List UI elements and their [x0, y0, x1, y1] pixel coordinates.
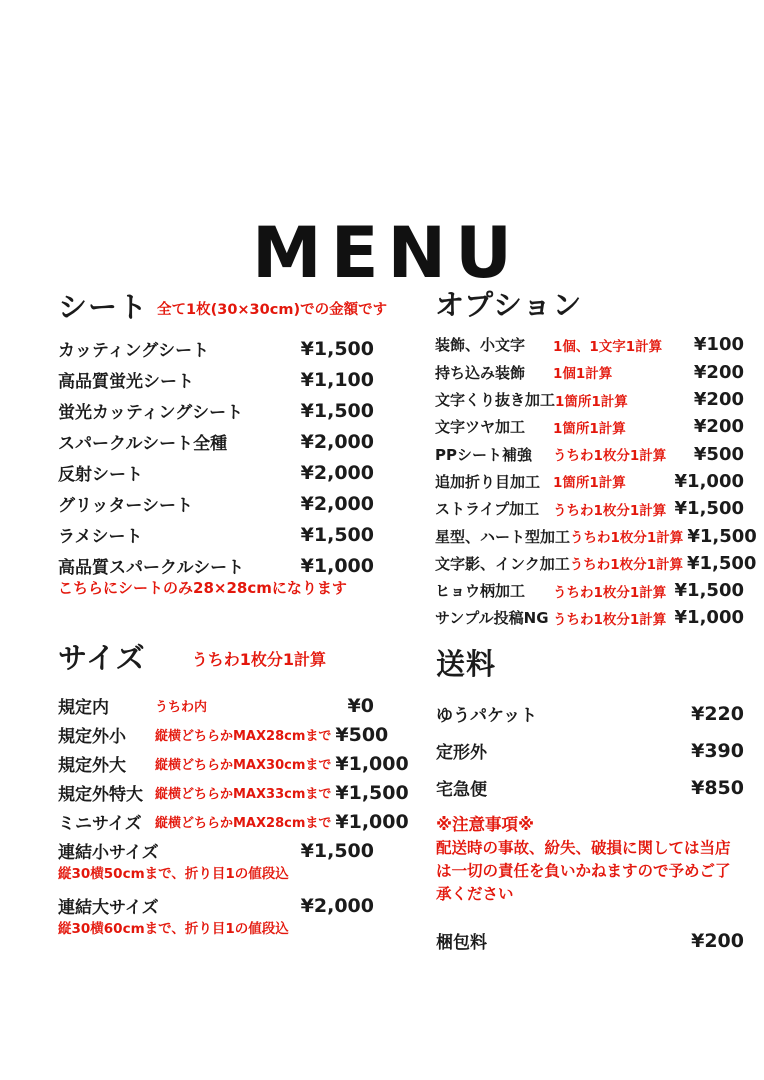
option-item-row [435, 495, 744, 522]
item-label: 文字くり抜き加工 [435, 391, 556, 410]
shipping-item-list [436, 695, 744, 806]
option-item-row [435, 577, 744, 604]
option-item-row [435, 550, 757, 577]
item-note: 縦横どちらかMAX28cmまで [155, 729, 332, 745]
section-shipping [436, 648, 744, 959]
item-label: 宅急便 [436, 780, 487, 801]
option-header [435, 289, 744, 322]
item-note: うちわ1枚分1計算 [553, 502, 667, 519]
sheet-item-row [58, 488, 374, 519]
item-price: ¥220 [691, 702, 744, 725]
shipping-item-row [436, 695, 744, 732]
option-item-row [435, 359, 744, 386]
option-item-row [435, 522, 757, 549]
sheet-item-row [58, 457, 374, 488]
item-price: ¥2,000 [300, 492, 374, 515]
item-label: ヒョウ柄加工 [435, 582, 526, 601]
item-label: スパークルシート全種 [58, 434, 228, 455]
item-label: 連結大サイズ [58, 898, 159, 919]
item-price: ¥1,100 [300, 368, 374, 391]
item-note: 縦横どちらかMAX28cmまで [155, 816, 332, 832]
item-label: ゆうパケット [436, 706, 538, 727]
item-price: ¥1,500 [300, 399, 374, 422]
item-price: ¥1,500 [674, 498, 744, 520]
item-price: ¥1,000 [300, 554, 374, 577]
item-price: ¥500 [693, 443, 744, 465]
item-note: うちわ1枚分1計算 [553, 584, 667, 601]
packing-fee-row [436, 922, 744, 959]
option-item-row [435, 386, 744, 413]
option-item-row [435, 331, 744, 358]
shipping-item-row [436, 732, 744, 769]
item-price: ¥0 [347, 694, 374, 717]
size-item-row [58, 807, 409, 836]
item-price: ¥1,500 [300, 337, 374, 360]
item-price: ¥1,500 [300, 523, 374, 546]
item-note: 1箇所1計算 [553, 475, 626, 492]
size-item-row [58, 836, 374, 882]
item-note: 1箇所1計算 [553, 420, 626, 437]
item-price: ¥2,000 [300, 430, 374, 453]
item-note: 縦横どちらかMAX33cmまで [155, 787, 332, 803]
option-item-list [435, 331, 757, 631]
item-price: ¥2,000 [300, 461, 374, 484]
item-label: 追加折り目加工 [435, 472, 541, 491]
item-label: 規定内 [58, 698, 109, 719]
item-note: 1個1計算 [553, 366, 613, 383]
size-item-row [58, 749, 409, 778]
item-note: うちわ内 [155, 700, 208, 716]
item-price: ¥1,500 [335, 781, 409, 804]
item-price: ¥1,500 [674, 580, 744, 602]
item-note: 1箇所1計算 [555, 393, 628, 410]
page-title: MENU [252, 212, 521, 294]
shipping-warning-body: 配送時の事故、紛失、破損に関しては当店は一切の責任を負いかねますので予めご了承ください [436, 839, 731, 904]
item-label: ミニサイズ [58, 814, 142, 835]
item-note: こちらにシートのみ28×28cmになります [58, 579, 347, 598]
size-heading: サイズ [58, 641, 146, 675]
shipping-warning-title: ※注意事項※ [436, 815, 535, 835]
item-price: ¥200 [691, 929, 744, 952]
option-heading: オプション [435, 288, 583, 322]
item-price: ¥390 [691, 739, 744, 762]
item-label: 梱包料 [436, 933, 487, 954]
item-label: 高品質蛍光シート [58, 372, 194, 393]
item-label: ストライプ加工 [435, 500, 540, 519]
item-label: ラメシート [58, 527, 143, 548]
size-item-row [58, 691, 374, 720]
item-label: 高品質スパークルシート [58, 558, 245, 579]
item-note: うちわ1枚分1計算 [569, 557, 683, 574]
item-label: 規定外小 [58, 727, 126, 748]
item-price: ¥200 [693, 361, 744, 383]
size-header [58, 642, 374, 675]
item-price: ¥850 [691, 776, 744, 799]
section-sheet [58, 290, 388, 598]
shipping-heading: 送料 [436, 647, 497, 681]
item-price: ¥1,000 [674, 470, 744, 492]
sheet-heading-note: 全て1枚(30×30cm)での金額です [157, 302, 388, 319]
section-option [435, 288, 757, 632]
item-note: うちわ1枚分1計算 [570, 530, 684, 547]
item-label: 定形外 [436, 743, 487, 764]
section-size [58, 641, 409, 946]
item-note: 縦横どちらかMAX30cmまで [155, 758, 332, 774]
option-item-row [435, 604, 744, 631]
item-price: ¥500 [335, 723, 389, 746]
sheet-heading: シート [58, 290, 149, 324]
size-heading-note: うちわ1枚分1計算 [191, 650, 326, 670]
item-label: PPシート補強 [435, 445, 532, 464]
item-price: ¥1,000 [335, 810, 409, 833]
item-label: 蛍光カッティングシート [58, 403, 244, 424]
item-label: 規定外大 [58, 756, 126, 777]
item-price: ¥200 [693, 416, 744, 438]
item-label: グリッターシート [58, 496, 193, 517]
item-price: ¥200 [693, 389, 744, 411]
item-subnote: 縦30横50cmまで、折り目1の値段込 [58, 866, 289, 883]
item-label: 持ち込み装飾 [435, 363, 526, 382]
item-label: 文字ツヤ加工 [435, 418, 526, 437]
size-item-row [58, 891, 374, 937]
option-item-row [435, 413, 744, 440]
sheet-item-list [58, 333, 374, 598]
sheet-item-row [58, 519, 374, 550]
item-subnote: 縦30横60cmまで、折り目1の値段込 [58, 921, 289, 938]
sheet-header [58, 290, 388, 324]
item-label: 規定外特大 [58, 785, 143, 806]
shipping-item-row [436, 769, 744, 806]
item-note: うちわ1枚分1計算 [553, 611, 667, 628]
item-label: カッティングシート [58, 341, 210, 362]
option-item-row [435, 441, 744, 468]
sheet-item-row [58, 550, 374, 598]
item-price: ¥1,000 [674, 607, 744, 629]
item-price: ¥2,000 [300, 894, 374, 917]
item-price: ¥1,500 [300, 839, 374, 862]
sheet-item-row [58, 395, 374, 426]
option-item-row [435, 468, 744, 495]
item-label: 装飾、小文字 [435, 336, 526, 355]
sheet-item-row [58, 364, 374, 395]
item-note: うちわ1枚分1計算 [553, 448, 667, 465]
item-label: 文字影、インク加工 [435, 554, 570, 573]
item-label: 星型、ハート型加工 [435, 527, 571, 546]
size-item-row [58, 720, 389, 749]
sheet-item-row [58, 426, 374, 457]
item-price: ¥1,500 [687, 525, 757, 547]
item-price: ¥100 [693, 334, 744, 356]
item-label: サンプル投稿NG [435, 609, 549, 628]
size-item-row [58, 778, 409, 807]
item-label: 連結小サイズ [58, 843, 159, 864]
item-price: ¥1,000 [335, 752, 409, 775]
size-item-list [58, 691, 409, 938]
sheet-item-row [58, 333, 374, 364]
shipping-header [436, 648, 744, 681]
item-note: 1個、1文字1計算 [553, 338, 663, 355]
item-price: ¥1,500 [687, 552, 757, 574]
item-label: 反射シート [58, 465, 143, 486]
